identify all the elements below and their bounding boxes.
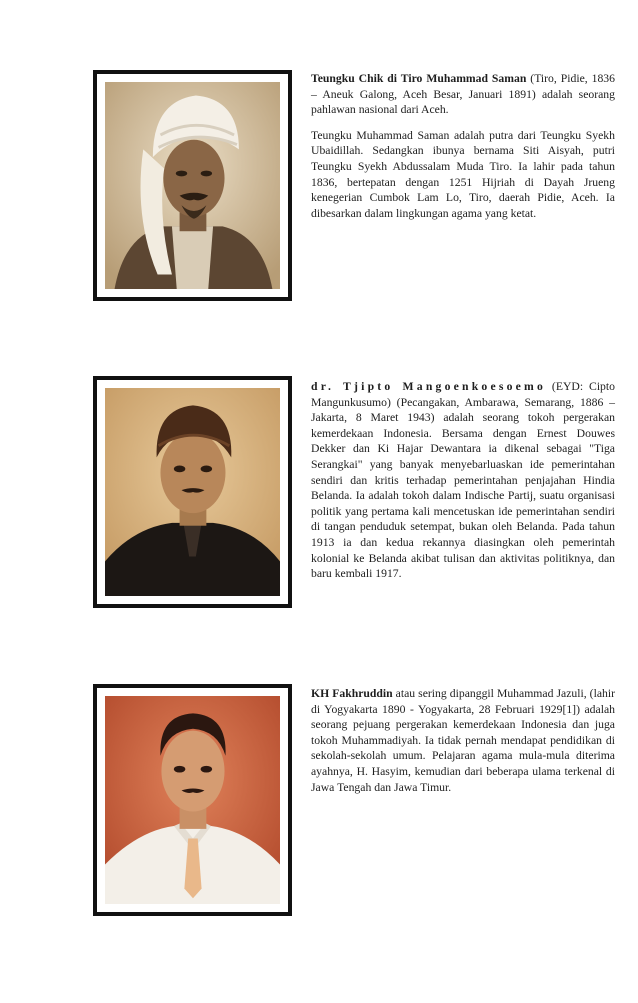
person-body: Teungku Muhammad Saman adalah putra dari Teungku Syekh Ubaidillah. Sedangkan ibunya bernama Siti Aisyah, putri Teungku Syekh Abdussalam Muda Tiro. Ia lahir pada tahun 1836, bertepatan dengan 1251 Hijriah di Dayah Jrueng kenegerian Cumbok Lam Lo, Tiro, daerah Pidie, Aceh. Ia dibesarkan dalam lingkungan agama yang ketat.: [311, 128, 615, 220]
portrait-teungku-chik-di-tiro: [105, 82, 280, 289]
portrait-frame: [93, 70, 292, 301]
person-name: Teungku Chik di Tiro Muhammad Saman: [311, 72, 527, 85]
person-name: dr. Tjipto Mangoenkoesoemo: [311, 380, 546, 393]
entry-text: [311, 71, 615, 231]
person-intro: (Tiro, Pidie, 1836 – Aneuk Galong, Aceh Besar, Januari 1891) adalah seorang pahlawan nasional dari Aceh.: [311, 72, 615, 117]
entry-text: [311, 379, 615, 592]
person-intro: atau sering dipanggil Muhammad Jazuli, (lahir di Yogyakarta 1890 - Yogyakarta, 28 Februari 1929[1]) adalah seorang pejuang pergerakan kemerdekaan Indonesia dan juga tokoh Muhammadiyah. Ia tidak pernah mendapat pendidikan di sekolah-sekolah umum. Pelajaran agama mula-mula diterima ayahnya, H. Hasyim, kemudian dari beberapa ulama terkenal di Jawa Tengah dan Jawa Timur.: [311, 687, 615, 794]
portrait-frame: [93, 684, 292, 916]
portrait-kh-fakhruddin: [105, 696, 280, 904]
entry-text: [311, 686, 615, 805]
person-name: KH Fakhruddin: [311, 687, 393, 700]
portrait-tjipto-mangoenkoesoemo: [105, 388, 280, 596]
person-intro: (EYD: Cipto Mangunkusumo) (Pecangakan, Ambarawa, Semarang, 1886 – Jakarta, 8 Maret 1943) adalah seorang tokoh pergerakan kemerdekaan Indonesia. Bersama dengan Ernest Douwes Dekker dan Ki Hajar Dewantara ia dikenal sebagai "Tiga Serangkai" yang banyak menyebarluaskan ide pemerintahan sendiri dan kritis terhadap pemerintahan penjajahan Hindia Belanda. Ia adalah tokoh dalam Indische Partij, suatu organisasi politik yang pertama kali mencetuskan ide pemerintahan sendiri di tangan penduduk setempat, bukan oleh Belanda. Pada tahun 1913 ia dan kedua rekannya diasingkan oleh pemerintah kolonial ke Belanda akibat tulisan dan aktivitas politiknya, dan baru kembali 1917.: [311, 380, 615, 581]
portrait-frame: [93, 376, 292, 608]
